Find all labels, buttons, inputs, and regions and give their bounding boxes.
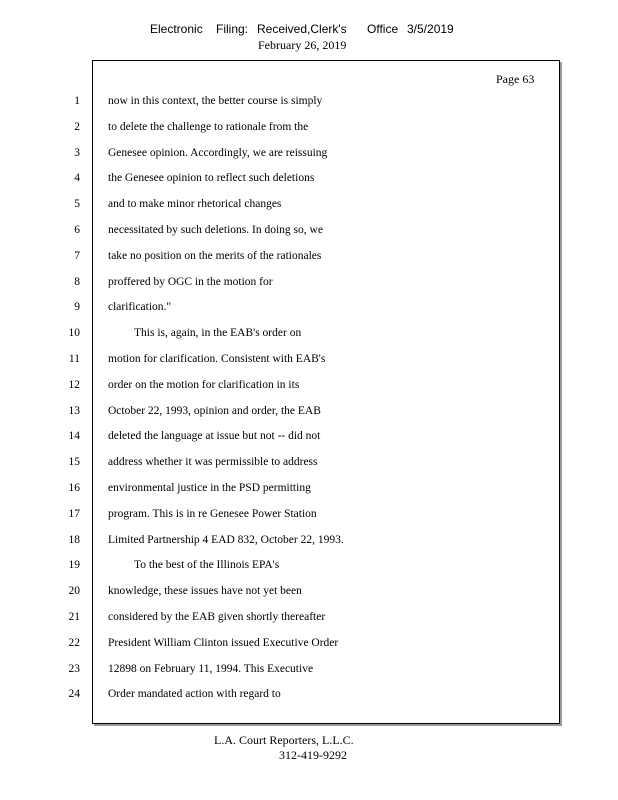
transcript-line [0, 147, 618, 173]
line-number: 21 [68, 610, 80, 623]
transcript-line [0, 224, 618, 250]
court-reporter-name: L.A. Court Reporters, L.L.C. [214, 733, 354, 747]
line-number: 16 [68, 481, 80, 494]
page-number: Page 63 [496, 72, 535, 86]
line-number: 9 [74, 301, 80, 314]
transcript-line [0, 585, 618, 611]
transcript-line [0, 95, 618, 121]
line-number: 7 [74, 249, 80, 262]
line-text: order on the motion for clarification in its [108, 378, 300, 391]
transcript-line [0, 172, 618, 198]
line-text: to delete the challenge to rationale from the [108, 120, 309, 133]
court-reporter-phone: 312-419-9292 [279, 748, 347, 762]
transcript-lines [0, 95, 618, 714]
line-number: 6 [74, 223, 80, 236]
filing-stamp-date: 3/5/2019 [407, 22, 454, 36]
line-number: 14 [68, 430, 80, 443]
line-text: President William Clinton issued Executive Order [108, 636, 339, 649]
transcript-line [0, 353, 618, 379]
transcript-line [0, 637, 618, 663]
line-text: motion for clarification. Consistent with EAB's [108, 352, 326, 365]
transcript-line [0, 276, 618, 302]
line-text: clarification." [108, 301, 172, 314]
line-text: proffered by OGC in the motion for [108, 275, 273, 288]
line-text: Genesee opinion. Accordingly, we are reissuing [108, 146, 328, 159]
line-text: October 22, 1993, opinion and order, the EAB [108, 404, 321, 417]
line-number: 2 [74, 120, 80, 133]
transcript-line [0, 250, 618, 276]
line-number: 15 [68, 456, 80, 469]
transcript-line [0, 198, 618, 224]
line-text: and to make minor rhetorical changes [108, 198, 282, 211]
transcript-line [0, 405, 618, 431]
line-text: environmental justice in the PSD permitting [108, 481, 311, 494]
transcript-line [0, 430, 618, 456]
line-number: 23 [68, 662, 80, 675]
transcript-line [0, 482, 618, 508]
transcript-line [0, 121, 618, 147]
line-text: Limited Partnership 4 EAD 832, October 22, 1993. [108, 533, 344, 546]
filing-stamp-word-office: Office [367, 22, 399, 36]
line-number: 11 [68, 352, 80, 365]
line-number: 8 [74, 275, 80, 288]
line-text: To the best of the Illinois EPA's [134, 559, 280, 572]
line-text: now in this context, the better course is simply [108, 95, 323, 107]
transcript-line [0, 534, 618, 560]
transcript-line [0, 301, 618, 327]
line-text: deleted the language at issue but not -- did not [108, 430, 321, 443]
line-number: 17 [68, 507, 80, 520]
line-number: 5 [74, 198, 80, 211]
line-number: 19 [68, 559, 80, 572]
line-number: 3 [74, 146, 80, 159]
transcript-line [0, 379, 618, 405]
line-text: This is, again, in the EAB's order on [134, 327, 302, 340]
filing-stamp-word-electronic: Electronic [150, 22, 203, 36]
line-text: take no position on the merits of the rationales [108, 249, 322, 262]
transcript-date: February 26, 2019 [258, 38, 347, 52]
line-number: 24 [68, 688, 80, 701]
line-number: 20 [68, 585, 80, 598]
transcript-line [0, 327, 618, 353]
filing-stamp-word-received: Received,Clerk's [257, 22, 347, 36]
transcript-line [0, 611, 618, 637]
line-text: knowledge, these issues have not yet been [108, 585, 302, 598]
transcript-line [0, 688, 618, 714]
line-text: considered by the EAB given shortly thereafter [108, 610, 326, 623]
line-text: Order mandated action with regard to [108, 688, 281, 701]
transcript-line [0, 508, 618, 534]
line-number: 10 [68, 327, 80, 340]
line-number: 18 [68, 533, 80, 546]
transcript-line [0, 559, 618, 585]
line-text: 12898 on February 11, 1994. This Executive [108, 662, 314, 675]
line-text: the Genesee opinion to reflect such deletions [108, 172, 315, 185]
transcript-line [0, 663, 618, 689]
transcript-line [0, 456, 618, 482]
line-number: 4 [74, 172, 80, 185]
line-text: program. This is in re Genesee Power Station [108, 507, 317, 520]
filing-stamp-word-filing: Filing: [216, 22, 249, 36]
line-text: address whether it was permissible to address [108, 456, 318, 469]
line-number: 13 [68, 404, 80, 417]
line-number: 1 [74, 95, 80, 107]
line-number: 12 [68, 378, 80, 391]
filing-stamp [0, 22, 618, 36]
line-text: necessitated by such deletions. In doing so, we [108, 223, 323, 236]
line-number: 22 [68, 636, 80, 649]
